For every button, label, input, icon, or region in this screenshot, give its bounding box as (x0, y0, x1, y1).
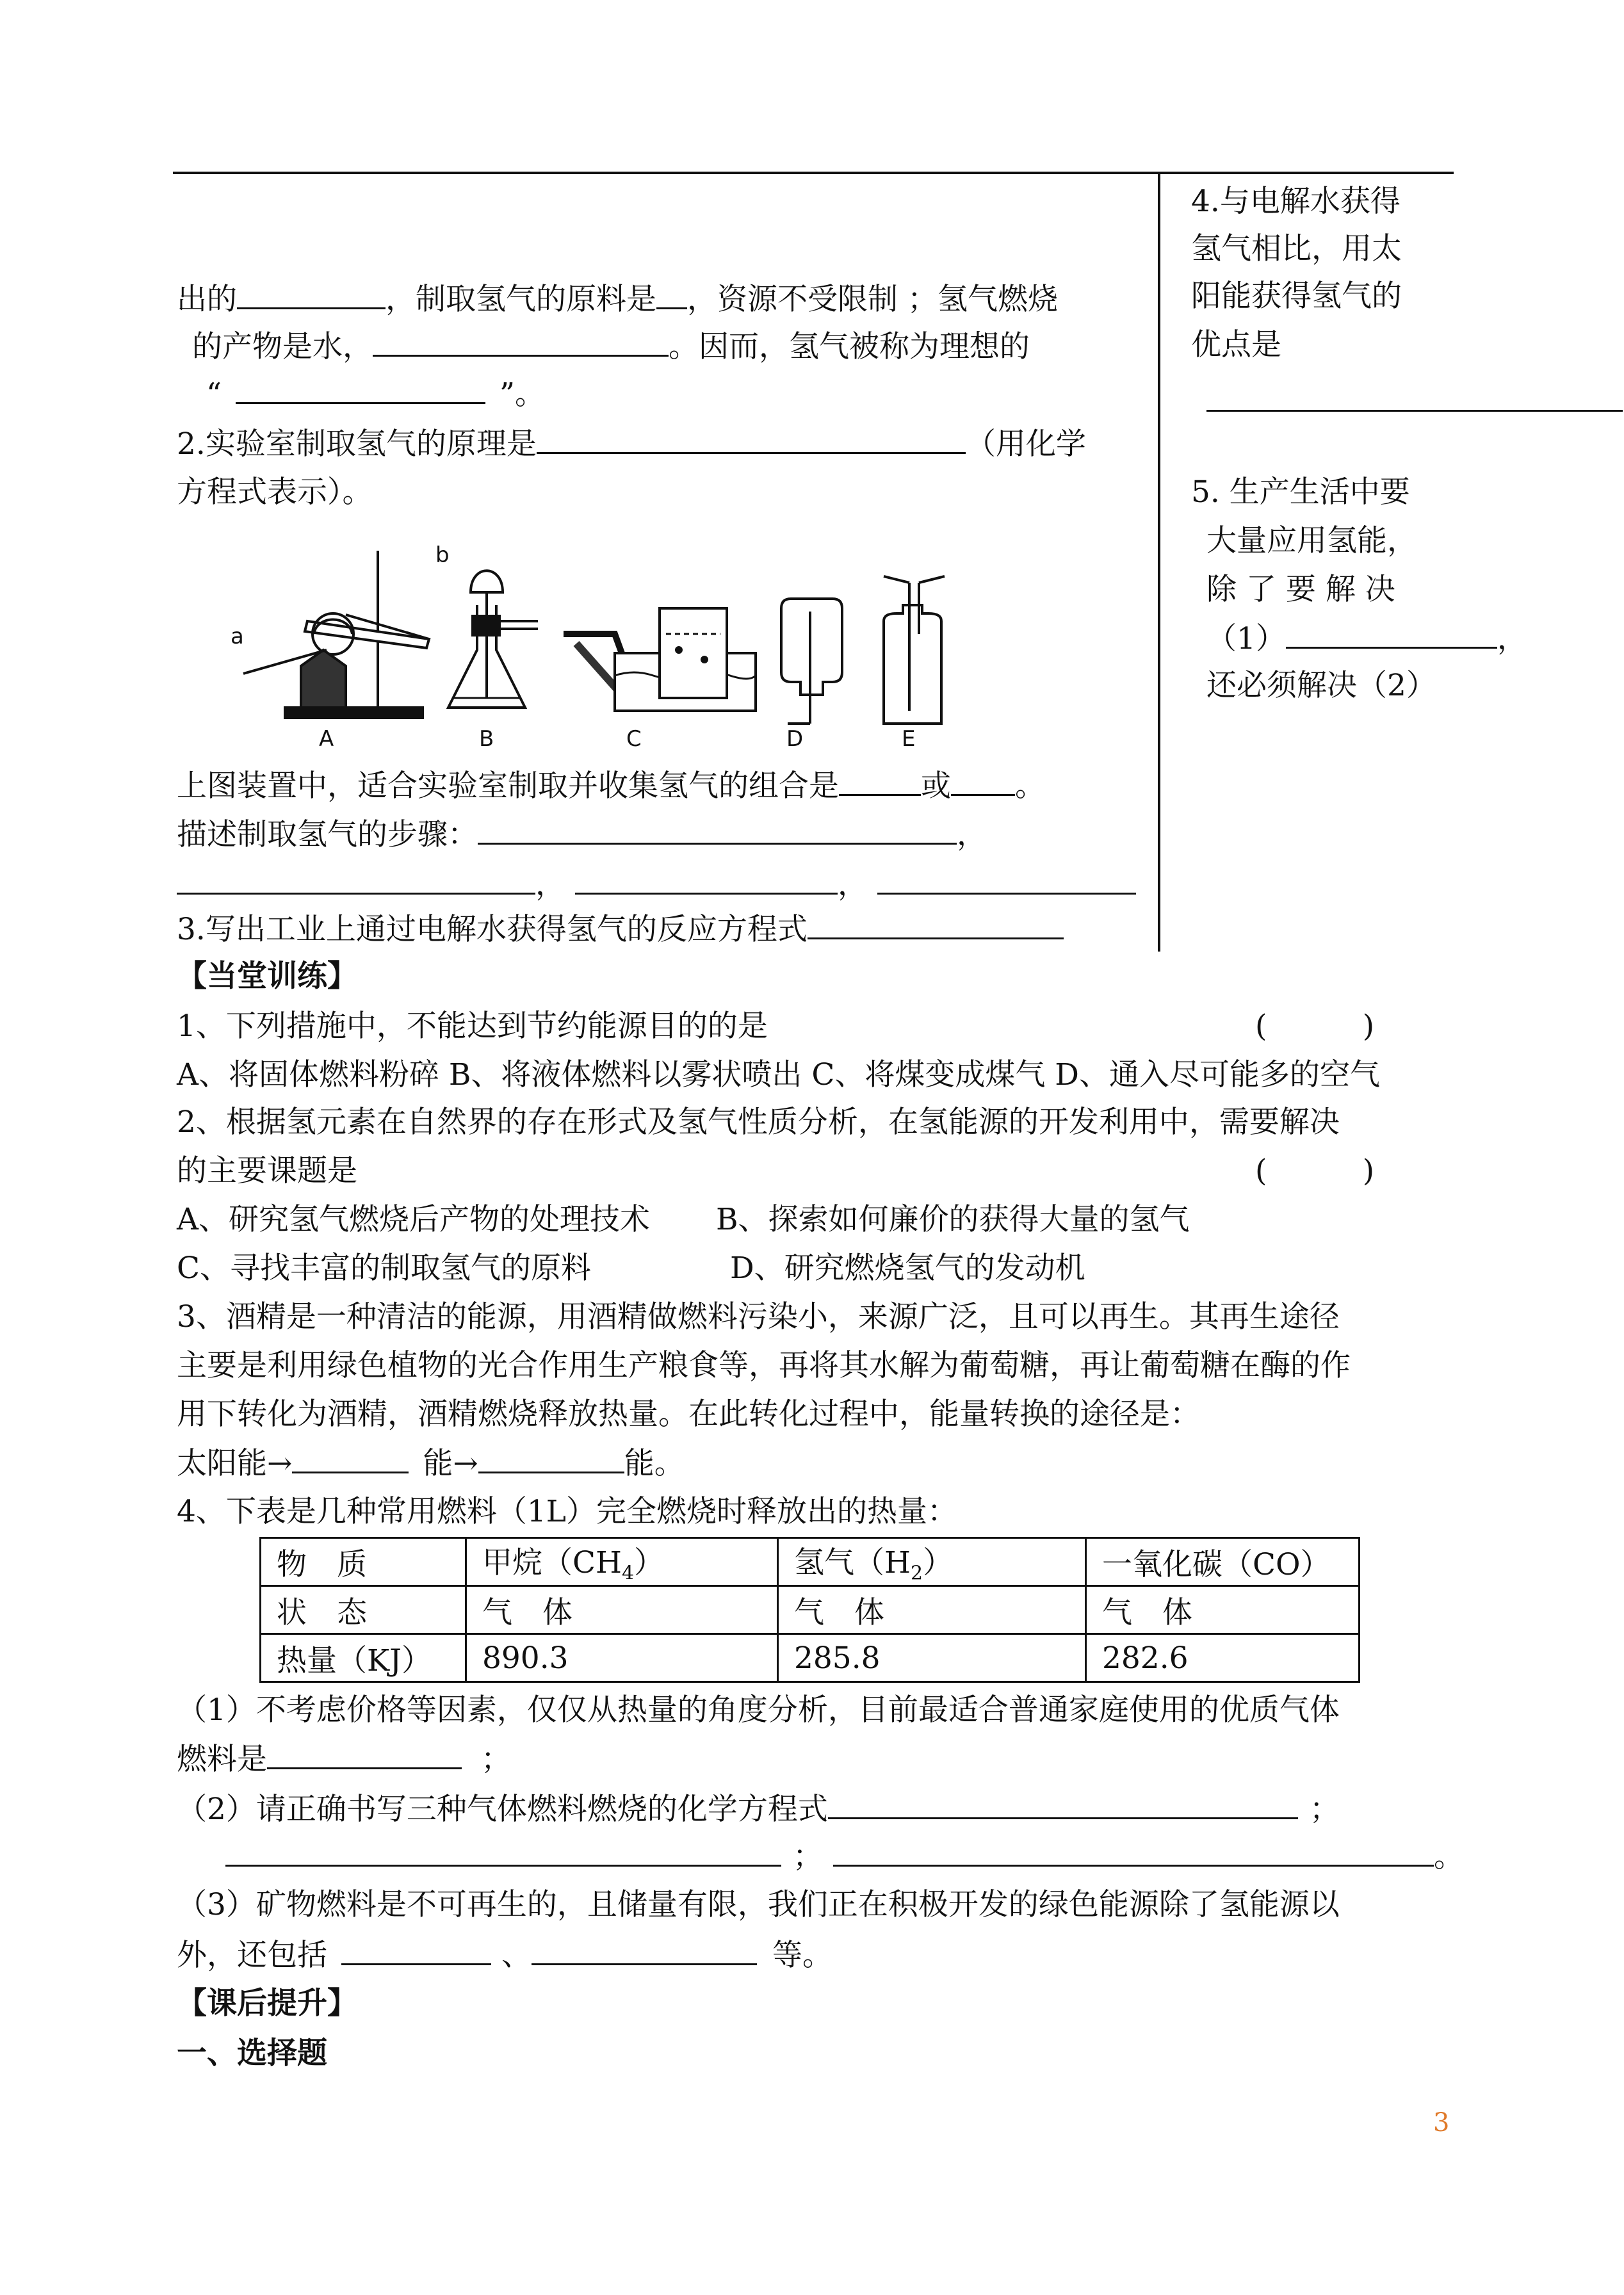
ex4-s2-text: （2）请正确书写三种气体燃料燃烧的化学方程式 (177, 1792, 828, 1827)
main-q2c-a: 描述制取氢气的步骤： (177, 817, 478, 852)
ex4-s2-line2 (225, 1837, 1464, 1877)
main-q2b (177, 766, 1045, 806)
main-q2c (177, 815, 987, 855)
apparatus-c (564, 608, 756, 711)
label-A: A (319, 726, 334, 749)
ex3-blank1[interactable] (292, 1443, 409, 1473)
main-q3-blank[interactable] (808, 909, 1064, 939)
ex3-line4 (177, 1443, 685, 1484)
table-row (261, 1538, 1360, 1586)
section-after-class: 【课后提升】 (177, 1986, 357, 2021)
ex3-line2: 主要是利用绿色植物的光合作用生产粮食等，再将其水解为葡萄糖，再让葡萄糖在酶的作 (177, 1348, 1351, 1383)
main-q2d (177, 864, 1136, 905)
section-classroom-training: 【当堂训练】 (177, 959, 357, 994)
ex3-energy2: 能。 (624, 1446, 685, 1481)
table-cell: 甲烷$(CH_4)$ (466, 1538, 778, 1586)
side-q4-line1: 4.与电解水获得 (1191, 184, 1401, 219)
ex4-s3-blank1[interactable] (341, 1935, 491, 1965)
main-l2-blank[interactable] (373, 327, 669, 357)
side-q4-blank[interactable] (1206, 410, 1623, 412)
table-cell: 气 体 (778, 1586, 1086, 1634)
ex4-s2-line1 (177, 1789, 1340, 1829)
label-E: E (902, 726, 916, 749)
table-cell: 一氧化碳（CO） (1086, 1538, 1360, 1586)
ex4-s2-end: 。 (1434, 1839, 1464, 1874)
table-cell: 气 体 (1086, 1586, 1360, 1634)
page-number: 3 (1433, 2108, 1450, 2137)
ex3-solar: 太阳能→ (177, 1446, 293, 1481)
label-D: D (786, 726, 804, 749)
ex4-s2-blank1[interactable] (828, 1789, 1298, 1819)
main-l1-b: ，制取氢气的原料是 (386, 282, 656, 317)
apparatus-figure (218, 538, 986, 749)
label-B: B (479, 726, 494, 749)
label-C: C (626, 726, 642, 749)
side-q5-sub1: （1） (1206, 621, 1286, 656)
side-q5-comma: ， (1497, 621, 1527, 656)
main-l3-a: “ (206, 377, 222, 412)
main-l1-c: ，资源不受限制 ；氢气燃烧 (687, 282, 1058, 317)
main-q2d-comma1: ， (535, 867, 565, 902)
ex1-answer-paren[interactable]: ( ) (1255, 1009, 1375, 1044)
ex4-s3-label: 外，还包括 (177, 1938, 327, 1973)
table-cell: 热量（KJ） (261, 1634, 466, 1682)
ex2-question-line1: 2、根据氢元素在自然界的存在形式及氢气性质分析，在氢能源的开发利用中，需要解决 (177, 1105, 1340, 1140)
ex3-blank2[interactable] (478, 1443, 624, 1473)
ex4-s3-line2 (177, 1935, 832, 1975)
main-q2b-end: 。 (1015, 768, 1045, 804)
table-cell: 气 体 (466, 1586, 778, 1634)
ex4-s2-blank3[interactable] (833, 1837, 1434, 1867)
side-q5-line2: 大量应用氢能， (1206, 523, 1417, 558)
main-l2-b: 。因而，氢气被称为理想的 (669, 329, 1030, 364)
main-q2b-blank2[interactable] (951, 766, 1015, 796)
side-q5-line1: 5. 生产生活中要 (1191, 474, 1410, 510)
ex4-s1-semi: ； (481, 1742, 511, 1777)
ex4-s1-blank[interactable] (267, 1739, 462, 1769)
main-l3-b: ”。 (499, 377, 546, 412)
fuel-heat-table (259, 1537, 1360, 1683)
apparatus-d (781, 599, 842, 724)
side-q4-line2: 氢气相比，用太 (1191, 231, 1402, 266)
apparatus-e (884, 576, 945, 724)
main-q2b-blank1[interactable] (839, 766, 921, 796)
table-cell: 物 质 (261, 1538, 466, 1586)
main-q2d-blank2[interactable] (575, 864, 838, 895)
ex3-line3: 用下转化为酒精，酒精燃烧释放热量。在此转化过程中，能量转换的途径是： (177, 1397, 1200, 1432)
table-cell: 890.3 (466, 1634, 778, 1682)
ex4-s2-semi1: ； (1309, 1792, 1340, 1827)
table-cell: 282.6 (1086, 1634, 1360, 1682)
ex4-s2-blank2[interactable] (225, 1837, 781, 1867)
section-multiple-choice: 一、选择题 (177, 2036, 327, 2071)
ex2-option-a: A、研究氢气燃烧后产物的处理技术 (177, 1202, 650, 1237)
table-row (261, 1634, 1360, 1682)
main-q2b-or: 或 (921, 768, 951, 804)
side-q4-line4: 优点是 (1191, 327, 1281, 362)
ex4-s2-semi2: ； (793, 1839, 823, 1874)
main-l1-blank2[interactable] (656, 279, 687, 309)
main-q2-line1 (177, 424, 1086, 464)
side-q5-line4 (1206, 619, 1527, 659)
ex3-line1: 3、酒精是一种清洁的能源，用酒精做燃料污染小，来源广泛，且可以再生。其再生途径 (177, 1299, 1340, 1334)
label-b: b (435, 542, 450, 568)
top-rule (173, 172, 1454, 174)
ex3-energy1: 能→ (423, 1446, 478, 1481)
ex4-s3-sep: 、 (501, 1938, 532, 1973)
main-q2c-comma: ， (957, 817, 987, 852)
main-line1 (177, 279, 1058, 320)
ex1-question: 1、下列措施中，不能达到节约能源目的的是 (177, 1009, 768, 1044)
main-line3 (206, 374, 545, 414)
main-q2-line2: 方程式表示）。 (177, 474, 373, 510)
ex4-s3-blank2[interactable] (532, 1935, 757, 1965)
side-q5-line3: 除 了 要 解 决 (1206, 572, 1395, 607)
apparatus-b (448, 571, 538, 708)
table-cell: 285.8 (778, 1634, 1086, 1682)
main-l1-blank1[interactable] (237, 279, 386, 309)
ex4-question: 4、下表是几种常用燃料（1L）完全燃烧时释放出的热量： (177, 1494, 958, 1529)
side-q5-line5: 还必须解决（2） (1206, 668, 1436, 703)
label-a: a (231, 624, 244, 649)
main-q2c-blank[interactable] (478, 815, 957, 845)
main-q2d-comma2: ， (837, 867, 868, 902)
ex2-option-d: D、研究燃烧氢气的发动机 (730, 1251, 1085, 1286)
ex2-question-line2: 的主要课题是 (177, 1153, 357, 1188)
ex4-s1-label: 燃料是 (177, 1742, 267, 1777)
main-q2d-blank1[interactable] (177, 864, 535, 895)
main-q2d-blank3[interactable] (877, 864, 1136, 895)
table-cell: 氢气$(H_2)$ (778, 1538, 1086, 1586)
ex2-option-c: C、寻找丰富的制取氢气的原料 (177, 1251, 591, 1286)
ex4-s1-line1: （1）不考虑价格等因素，仅仅从热量的角度分析，目前最适合普通家庭使用的优质气体 (177, 1692, 1340, 1728)
ex4-s3-end: 等。 (772, 1938, 832, 1973)
main-q2-blank[interactable] (537, 424, 966, 454)
main-l3-blank[interactable] (236, 374, 485, 404)
main-q2-b: （用化学 (965, 426, 1086, 462)
ex2-answer-paren[interactable]: ( ) (1255, 1153, 1375, 1188)
ex2-option-b: B、探索如何廉价的获得大量的氢气 (716, 1202, 1190, 1237)
main-line2 (192, 327, 1030, 367)
table-row (261, 1586, 1360, 1634)
main-q3-text: 3.写出工业上通过电解水获得氢气的反应方程式 (177, 912, 808, 947)
apparatus-a (243, 551, 429, 718)
side-q4-line3: 阳能获得氢气的 (1191, 279, 1402, 314)
table-cell: 状 态 (261, 1586, 466, 1634)
main-l2-a: 的产物是水， (192, 329, 373, 364)
main-q3 (177, 909, 1064, 950)
side-q5-blank[interactable] (1286, 619, 1497, 649)
main-q2-a: 2.实验室制取氢气的原理是 (177, 426, 537, 462)
ex1-options: A、将固体燃料粉碎 B、将液体燃料以雾状喷出 C、将煤变成煤气 D、通入尽可能多的空气 (177, 1057, 1380, 1092)
column-divider (1158, 174, 1160, 952)
main-l1-a: 出的 (177, 282, 237, 317)
main-q2b-a: 上图装置中，适合实验室制取并收集氢气的组合是 (177, 768, 839, 804)
ex4-s1-line2 (177, 1739, 511, 1780)
ex4-s3-line1: （3）矿物燃料是不可再生的，且储量有限，我们正在积极开发的绿色能源除了氢能源以 (177, 1887, 1340, 1922)
